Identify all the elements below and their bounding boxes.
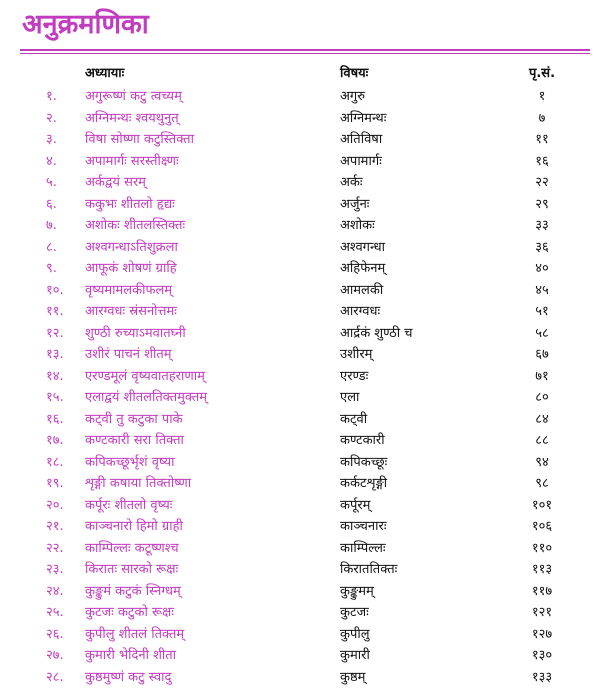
index-row (0, 151, 600, 173)
row-number: १३. (46, 347, 64, 362)
row-subject: अतिविषा (340, 132, 383, 147)
row-page: ८० (535, 390, 549, 405)
index-row (0, 366, 600, 388)
row-subject: उशीरम् (340, 347, 373, 362)
row-subject: आर्द्रकं शुण्ठी च (340, 325, 413, 341)
row-subject: कपिकच्छूः (340, 454, 388, 470)
row-page: ८८ (535, 433, 549, 448)
row-number: ७. (46, 218, 57, 233)
row-number: १९. (46, 476, 64, 491)
header-subject: विषयः (340, 66, 369, 81)
index-list (0, 86, 600, 688)
row-number: २४. (46, 583, 64, 599)
index-row (0, 108, 600, 130)
index-row (0, 645, 600, 667)
index-row (0, 559, 600, 581)
index-row (0, 430, 600, 452)
row-subject: कुटजः (340, 605, 369, 620)
row-number: ११. (46, 304, 64, 319)
index-row (0, 237, 600, 259)
row-verse: कर्पूरः शीतलो वृष्यः (85, 497, 173, 513)
row-page: ८४ (535, 411, 549, 427)
index-row (0, 323, 600, 345)
row-number: १२. (46, 325, 64, 341)
row-number: ६. (46, 196, 57, 212)
row-page: ६७ (535, 347, 549, 362)
row-subject: अपामार्गः (340, 153, 382, 169)
row-number: २६. (46, 626, 64, 642)
row-page: १०६ (531, 519, 553, 534)
row-page: ११७ (531, 583, 553, 599)
row-page: ३६ (535, 239, 549, 255)
row-verse: कुमारी भेदिनी शीता (85, 648, 177, 663)
index-row (0, 409, 600, 431)
row-subject: अशोकः (340, 218, 375, 233)
row-number: १०. (46, 282, 64, 298)
row-verse: उशीरं पाचनं शीतम् (85, 347, 172, 362)
row-subject: अग्निमन्थः (340, 110, 387, 126)
row-page: ५८ (535, 325, 549, 341)
row-subject: अर्कः (340, 175, 363, 190)
row-verse: काञ्चनारो हिमो ग्राही (85, 519, 183, 534)
row-verse: अग्निमन्थः श्वयथुनुत् (85, 110, 179, 126)
row-page: १ (538, 89, 546, 104)
index-row (0, 387, 600, 409)
row-verse: अश्वगन्धाऽतिशुक्रला (85, 239, 178, 255)
row-page: ७१ (535, 368, 549, 384)
row-verse: कट्वी तु कटुका पाके (85, 411, 183, 427)
row-subject: कण्टकारी (340, 433, 385, 448)
row-page: ९८ (535, 476, 549, 491)
row-number: २७. (46, 648, 64, 663)
row-verse: अर्कद्वयं सरम् (85, 175, 146, 190)
row-verse: कुष्ठमुष्णं कटु स्वादु (85, 669, 172, 685)
row-number: १६. (46, 411, 64, 427)
row-verse: कुटजः कटुको रूक्षः (85, 605, 175, 620)
index-row (0, 516, 600, 538)
index-row (0, 344, 600, 366)
row-subject: आरग्वधः (340, 304, 381, 319)
row-number: २८. (46, 669, 64, 685)
row-page: १२७ (531, 626, 553, 642)
row-number: १५. (46, 390, 64, 405)
row-verse: शुण्ठी रुच्याऽमवातघ्नी (85, 325, 186, 341)
row-subject: कुपीलु (340, 626, 370, 642)
row-page: ४५ (535, 282, 549, 298)
index-row (0, 452, 600, 474)
row-number: १४. (46, 368, 64, 384)
row-page: १२१ (531, 605, 553, 620)
row-subject: कुङ्कुमम् (340, 583, 374, 599)
row-verse: अगुरूष्णं कटु त्वच्यम् (85, 89, 182, 104)
row-verse: एरण्डमूलं वृष्यवातहराणाम् (85, 368, 205, 384)
row-number: २२. (46, 540, 64, 556)
row-verse: ककुभः शीतलो हृद्यः (85, 196, 175, 212)
index-row (0, 215, 600, 237)
row-page: १३३ (531, 669, 553, 685)
row-verse: कुङ्कुमं कटुकं स्निग्धम् (85, 583, 181, 599)
index-row (0, 602, 600, 624)
row-subject: कुष्ठम् (340, 669, 366, 685)
row-page: १३० (531, 648, 553, 663)
row-page: १६ (535, 153, 549, 169)
row-subject: एरण्डः (340, 368, 369, 384)
row-verse: विषा सोष्णा कटुस्तिक्ता (85, 132, 194, 147)
index-row (0, 129, 600, 151)
index-row (0, 172, 600, 194)
row-number: ४. (46, 153, 57, 169)
row-page: ९४ (535, 454, 549, 470)
row-subject: आमलकी (340, 282, 384, 298)
row-page: २२ (535, 175, 549, 190)
index-row (0, 301, 600, 323)
row-subject: काञ्चनारः (340, 519, 387, 534)
row-subject: कुमारी (340, 648, 370, 663)
index-row (0, 473, 600, 495)
row-number: २५. (46, 605, 64, 620)
header-page: पृ.सं. (528, 66, 556, 81)
row-subject: एला (340, 390, 360, 405)
index-row (0, 86, 600, 108)
row-verse: कण्टकारी सरा तिक्ता (85, 433, 184, 448)
row-verse: शृङ्गी कषाया तिक्तोष्णा (85, 476, 192, 491)
row-verse: अशोकः शीतलस्तिक्तः (85, 218, 186, 233)
index-row (0, 258, 600, 280)
row-page: ११ (535, 132, 549, 147)
row-verse: कपिकच्छूर्भृशं वृष्या (85, 454, 175, 470)
row-subject: कट्वी (340, 411, 368, 427)
row-subject: काम्पिल्लः (340, 540, 386, 556)
row-number: ५. (46, 175, 57, 190)
row-number: १८. (46, 454, 64, 470)
row-page: ४० (535, 261, 549, 276)
index-row (0, 495, 600, 517)
row-subject: अहिफेनम् (340, 261, 386, 276)
row-number: १. (46, 89, 57, 104)
row-verse: वृष्यमामलकीफलम् (85, 282, 173, 298)
index-row (0, 194, 600, 216)
row-subject: अश्वगन्धा (340, 239, 385, 255)
row-page: २९ (535, 196, 549, 212)
row-subject: अगुरु (340, 89, 366, 104)
header-verse: अध्यायाः (85, 66, 125, 81)
row-number: २. (46, 110, 57, 126)
row-subject: अर्जुनः (340, 196, 370, 212)
title-rule (20, 49, 590, 51)
index-row (0, 538, 600, 560)
row-verse: एलाद्वयं शीतलतिक्तमुक्तम् (85, 390, 208, 405)
row-page: १०१ (531, 497, 553, 513)
row-verse: कुपीलु शीतलं तिक्तम् (85, 626, 185, 642)
row-verse: काम्पिल्लः कटूष्णश्च (85, 540, 179, 556)
row-page: ३३ (535, 218, 549, 233)
row-number: २३. (46, 562, 64, 577)
row-subject: किराततिक्तः (340, 562, 398, 577)
index-row (0, 624, 600, 646)
row-verse: किरातः सारको रूक्षः (85, 562, 179, 577)
index-row (0, 280, 600, 302)
row-verse: अपामार्गः सरस्तीक्ष्णः (85, 153, 179, 169)
index-row (0, 667, 600, 689)
row-subject: कर्पूरम् (340, 497, 371, 513)
row-number: ३. (46, 132, 57, 147)
row-page: ७ (538, 110, 546, 126)
index-row (0, 581, 600, 603)
row-number: २०. (46, 497, 64, 513)
row-verse: आरग्वधः स्रंसनोत्तमः (85, 304, 177, 319)
row-page: ११० (531, 540, 553, 556)
page-title: अनुक्रमणिका (22, 9, 149, 40)
row-number: १७. (46, 433, 64, 448)
row-subject: कर्कटशृङ्गी (340, 476, 388, 491)
row-verse: आफूकं शोषणं ग्राहि (85, 261, 177, 276)
title-rule-thin (20, 53, 590, 54)
row-page: ११३ (531, 562, 553, 577)
row-page: ५१ (535, 304, 549, 319)
row-number: २१. (46, 519, 64, 534)
row-number: ८. (46, 239, 57, 255)
row-number: ९. (46, 261, 57, 276)
